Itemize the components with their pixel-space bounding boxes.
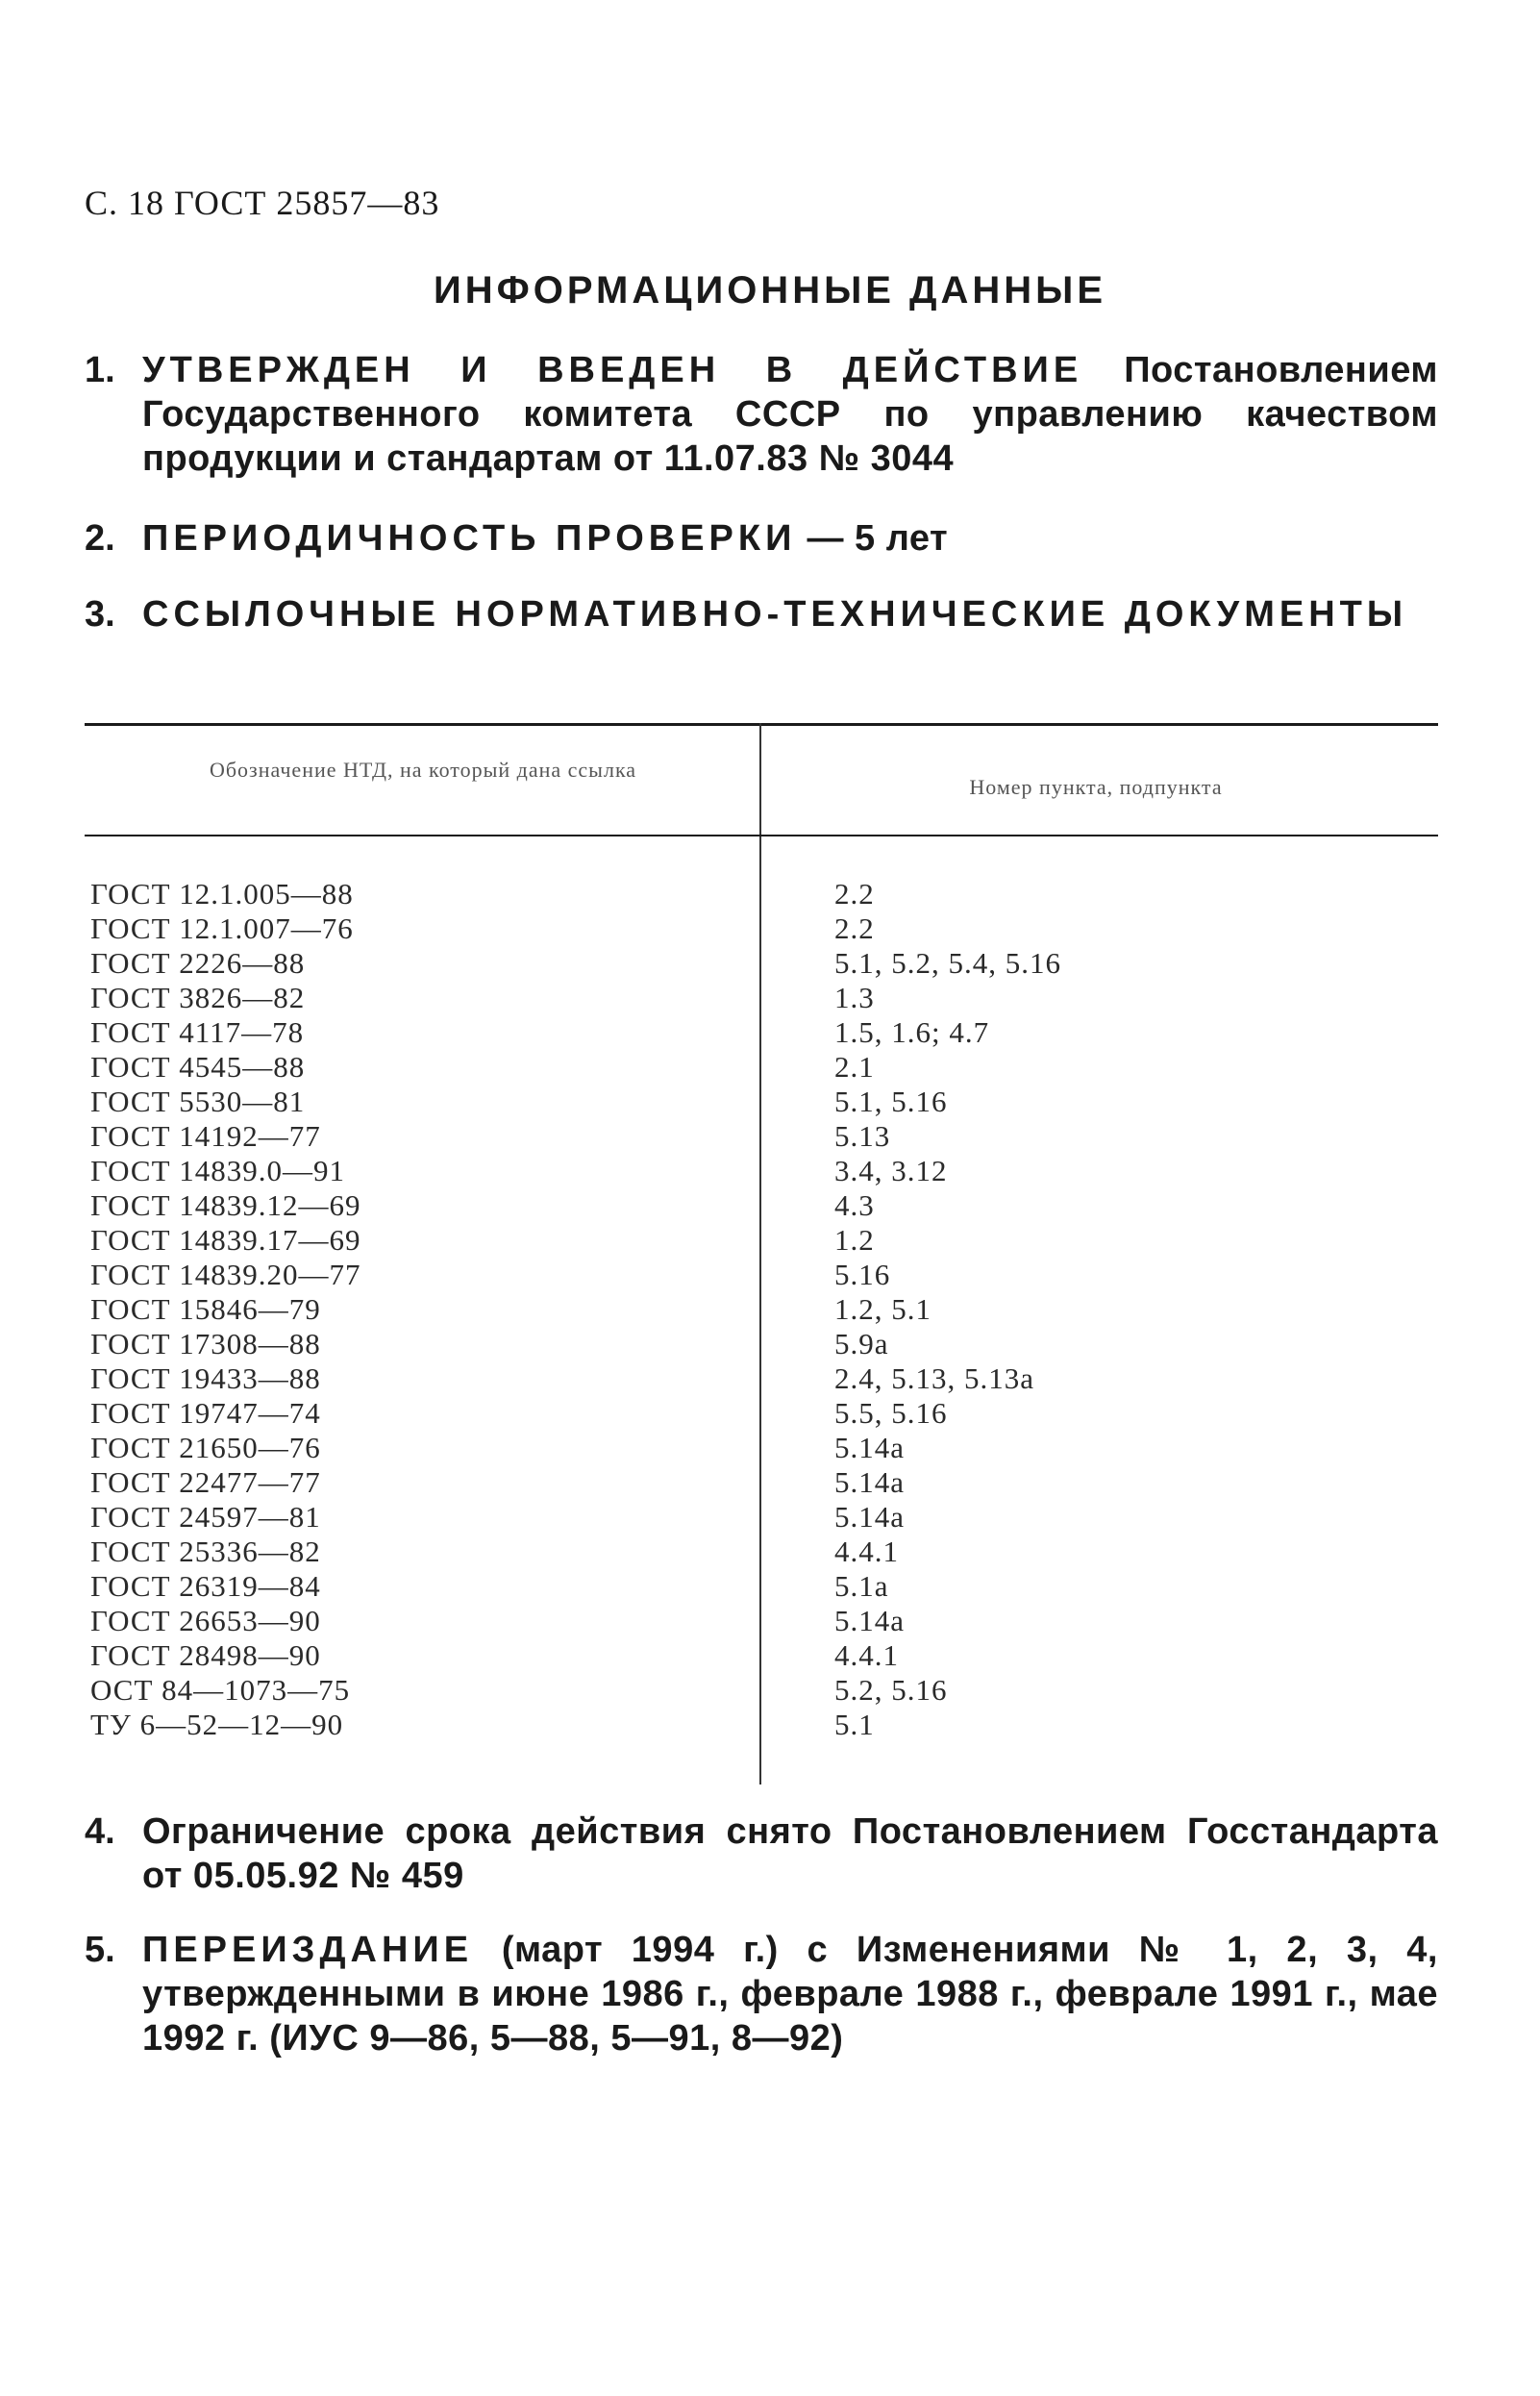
clause-numbers: 2.4, 5.13, 5.13а (834, 1361, 1035, 1395)
clause-numbers: 2.2 (834, 911, 875, 945)
table-row (0, 1535, 1540, 1569)
table-row (0, 877, 1540, 911)
item-heading: УТВЕРЖДЕН И ВВЕДЕН В ДЕЙСТВИЕ (142, 350, 1083, 390)
clause-numbers: 5.1, 5.16 (834, 1085, 948, 1118)
table-top-rule (85, 723, 1438, 726)
document-designation: ГОСТ 5530—81 (90, 1085, 306, 1118)
document-designation: ГОСТ 22477—77 (90, 1465, 321, 1499)
item-number: 4. (85, 1811, 115, 1852)
document-designation: ГОСТ 26653—90 (90, 1604, 321, 1637)
clause-numbers: 5.16 (834, 1258, 891, 1291)
document-designation: ГОСТ 25336—82 (90, 1535, 321, 1568)
clause-numbers: 5.1а (834, 1569, 889, 1603)
clause-numbers: 5.2, 5.16 (834, 1673, 948, 1707)
document-designation: ТУ 6—52—12—90 (90, 1708, 344, 1741)
table-row (0, 1361, 1540, 1396)
clause-numbers: 1.3 (834, 981, 875, 1014)
document-designation: ГОСТ 14192—77 (90, 1119, 321, 1153)
column-header-clause: Номер пункта, подпункта (969, 775, 1223, 799)
item-number: 2. (85, 518, 115, 559)
clause-numbers: 5.1, 5.2, 5.4, 5.16 (834, 946, 1061, 980)
item-text: Ограничение срока действия снято Постановлением Госстандарта от 05.05.92 № 459 (142, 1811, 1438, 1896)
clause-numbers: 4.4.1 (834, 1638, 899, 1672)
item-text: (март 1994 г.) с Изменениями № 1, 2, 3, 4, утвержденными в июне 1986 г., феврале 1988 г., феврале 1991 г., мае 1992 г. (ИУС 9—86, 5—88, 5—91, 8—92) (142, 1930, 1438, 2059)
table-row (0, 1015, 1540, 1050)
document-designation: ГОСТ 14839.12—69 (90, 1188, 361, 1222)
table-row (0, 1223, 1540, 1258)
clause-numbers: 5.14а (834, 1465, 906, 1499)
document-designation: ГОСТ 17308—88 (90, 1327, 321, 1360)
document-designation: ГОСТ 4117—78 (90, 1015, 305, 1049)
document-designation: ГОСТ 3826—82 (90, 981, 306, 1014)
document-designation: ГОСТ 19433—88 (90, 1361, 321, 1395)
table-row (0, 1569, 1540, 1604)
table-row (0, 1638, 1540, 1673)
document-designation: ГОСТ 26319—84 (90, 1569, 321, 1603)
clause-numbers: 1.2 (834, 1223, 875, 1257)
clause-numbers: 1.5, 1.6; 4.7 (834, 1015, 990, 1049)
document-designation: ГОСТ 4545—88 (90, 1050, 306, 1084)
table-row (0, 1431, 1540, 1465)
clause-numbers: 5.14а (834, 1604, 906, 1637)
table-row (0, 1050, 1540, 1085)
table-header-rule (85, 835, 1438, 836)
clause-numbers: 5.13 (834, 1119, 891, 1153)
document-designation: ГОСТ 21650—76 (90, 1431, 321, 1464)
document-designation: ГОСТ 14839.20—77 (90, 1258, 361, 1291)
clause-numbers: 4.4.1 (834, 1535, 899, 1568)
table-row (0, 1396, 1540, 1431)
clause-numbers: 5.14а (834, 1500, 906, 1534)
table-row (0, 1292, 1540, 1327)
document-designation: ГОСТ 19747—74 (90, 1396, 321, 1430)
clause-numbers: 2.1 (834, 1050, 875, 1084)
document-designation: ОСТ 84—1073—75 (90, 1673, 351, 1707)
clause-numbers: 5.1 (834, 1708, 875, 1741)
clause-numbers: 1.2, 5.1 (834, 1292, 931, 1326)
table-row (0, 1327, 1540, 1361)
reference-table-body (0, 877, 1540, 1742)
item-number: 3. (85, 594, 115, 635)
table-row (0, 1465, 1540, 1500)
table-row (0, 1673, 1540, 1708)
item-text: Постановлением Государственного комитета СССР по управлению качеством продукции и стандартам от 11.07.83 № 3044 (142, 350, 1438, 479)
table-row (0, 1500, 1540, 1535)
table-row (0, 1708, 1540, 1742)
table-row (0, 946, 1540, 981)
table-row (0, 1085, 1540, 1119)
clause-numbers: 3.4, 3.12 (834, 1154, 948, 1187)
document-designation: ГОСТ 12.1.005—88 (90, 877, 354, 911)
info-item-2 (85, 516, 1438, 561)
item-heading: ССЫЛОЧНЫЕ НОРМАТИВНО-ТЕХНИЧЕСКИЕ ДОКУМЕНТЫ (142, 594, 1408, 635)
table-row (0, 1604, 1540, 1638)
column-header-designation: Обозначение НТД, на который дана ссылка (209, 758, 637, 782)
info-item-4 (85, 1809, 1438, 1898)
clause-numbers: 5.5, 5.16 (834, 1396, 948, 1430)
page-header: С. 18 ГОСТ 25857—83 (85, 184, 440, 222)
document-designation: ГОСТ 12.1.007—76 (90, 911, 354, 945)
document-designation: ГОСТ 14839.0—91 (90, 1154, 346, 1187)
clause-numbers: 4.3 (834, 1188, 875, 1222)
page-title: ИНФОРМАЦИОННЫЕ ДАННЫЕ (433, 269, 1107, 312)
document-designation: ГОСТ 24597—81 (90, 1500, 321, 1534)
item-number: 1. (85, 350, 115, 390)
clause-numbers: 5.9а (834, 1327, 889, 1360)
table-row (0, 1258, 1540, 1292)
document-designation: ГОСТ 2226—88 (90, 946, 306, 980)
item-heading: ПЕРИОДИЧНОСТЬ ПРОВЕРКИ (142, 518, 797, 559)
item-number: 5. (85, 1930, 115, 1970)
table-row (0, 1188, 1540, 1223)
table-row (0, 1119, 1540, 1154)
clause-numbers: 5.14а (834, 1431, 906, 1464)
clause-numbers: 2.2 (834, 877, 875, 911)
table-row (0, 981, 1540, 1015)
document-designation: ГОСТ 14839.17—69 (90, 1223, 361, 1257)
document-designation: ГОСТ 28498—90 (90, 1638, 321, 1672)
document-designation: ГОСТ 15846—79 (90, 1292, 321, 1326)
table-row (0, 911, 1540, 946)
header-column-divider (759, 723, 761, 836)
item-heading: ПЕРЕИЗДАНИЕ (142, 1930, 474, 1970)
info-item-1 (85, 348, 1438, 481)
item-text: — 5 лет (796, 518, 949, 559)
info-item-3 (85, 592, 1438, 636)
info-item-5 (85, 1928, 1438, 2060)
table-row (0, 1154, 1540, 1188)
